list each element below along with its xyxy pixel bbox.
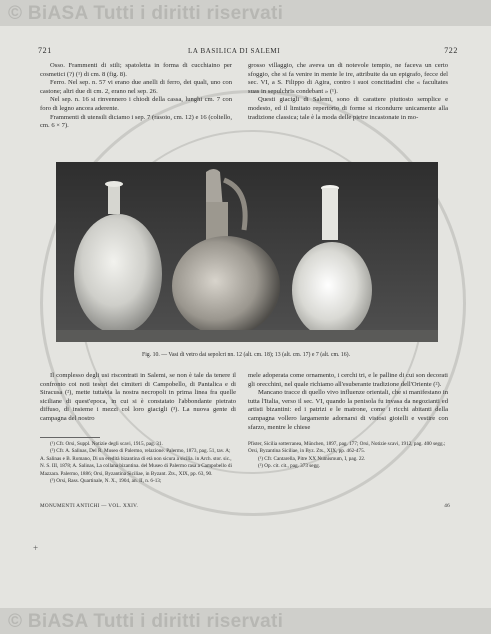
paragraph: Osso. Frammenti di stili; spatoletta in forma di cucchiaino per cosmetici (?) (¹) di cm. 8 (fig. 8).	[40, 62, 232, 78]
footnote: (¹) Cfr. Cantarella, Pitre XX Numismum, I, pag. 22.	[258, 455, 366, 462]
figure-caption: Fig. 10. — Vasi di vetro dai sepolcri nn. 12 (alt. cm. 18); 13 (alt. cm. 17) e 7 (alt. cm. 16).	[141, 352, 351, 358]
footnote: (²) Op. cit. cit., pag. 373 segg.	[258, 463, 321, 470]
paragraph: Questi giacigli di Salemi, sono di carattere piuttosto semplice e modesto, ed il limitato repertorio di forme si ricondurre unicamente alla tradizione classica; tale è la moda delle pietre incastonate in mo-	[248, 96, 448, 121]
watermark-top: © BiASA Tutti i diritti riservati	[8, 3, 284, 24]
signature-number: 46	[444, 503, 450, 509]
glass-vessels-photo	[56, 162, 438, 342]
paragraph: Frammenti di utensili diciamo i sep. 7 (rasoio, cm. 12) e 16 (coltello, cm. 6 × 7).	[40, 113, 232, 130]
left-column-top	[40, 62, 232, 131]
page-footer	[40, 503, 450, 513]
footnote-rule	[40, 437, 100, 438]
paragraph: mele adoperata come ornamento, i cerchi tri, e le palline di cui son decorati gli orecchini, nel quale richiamo all'esuberante tradizione dell'Oriente (²).	[248, 372, 448, 388]
footnote: (¹) Cfr. Orsi, Suppl. Notizie degli scavi, 1915, pag. 31.	[50, 441, 163, 447]
margin-mark: +	[33, 543, 39, 553]
right-column-middle	[248, 372, 448, 432]
paragraph: Il complesso degli usi riscontrati in Salemi, se non è tale da tenere il confronto coi noti tesori dei cimiteri di Campobello, di Pantalica e di Siracusa (²), mette tuttavia la nostra necropoli in prima linea fra quelle siciliane di quest'epoca, in cui si è constatato l'abbondante pietrato diffuso, di insieme i mezzi col loro giacigli (³). La nuova gente di campagna del nostro	[40, 372, 236, 422]
right-column-top	[248, 62, 448, 122]
journal-signature: MONUMENTI ANTICHI — VOL. XXIV.	[40, 503, 139, 509]
footnotes-right	[248, 441, 448, 471]
watermark-bottom: © BiASA Tutti i diritti riservati	[8, 611, 284, 632]
vessels-illustration	[56, 162, 438, 342]
page-number-left: 721	[38, 46, 52, 55]
left-column-middle	[40, 372, 236, 424]
footnotes-left	[40, 441, 236, 485]
paragraph: grosso villaggio, che aveva un di notevole tempio, ne faceva un certo sfoggio, che si fa venire in mente le ire, attribuite da un epigrafo, fecce del sec. VI, a S. Filippo di Agira, contro i suoi concittadini che « facultates suas in sepulchris condebant » (¹).	[248, 62, 448, 95]
paragraph: Mancano tracce di quello vivo influenze orientali, che si manifestano in tutta l'Italia, verso il sec. VI, quando la penisola fu invasa da negozianti ed artisti bizantini: ed i patrizi e le matrone, come i ricchi abitanti della campagna vollero largamente adornarsi di vistosi gioielli e vestire con sfarzo, mentre le chiese	[248, 389, 448, 431]
footnote: (³) Orsi, Rass. Quartinale, N. X., 1904, an. II, n. 6-13;	[50, 478, 162, 485]
footnote: (²) Cfr. A. Salinas, Del R. Museo di Palermo, relazione. Palermo, 1873, pag. 51, tav. A; A. Salinas e B. Romano, Di un eredità bizantina di età non sicura a sicilia. in Arch. stor. sic., N. S. III, 1878; A. Salinas, La collana bizantina. del Museo di Palermo rasa a Campobello di Mazzara. Palermo, 1886; Orsi, Byzantina Siciliae, in Byzant. Zts., XIX, pp. 63, 90.	[40, 448, 232, 477]
paragraph: Ferro. Nel sep. n. 57 vi erano due anelli di ferro, dei quali, uno con castone; altri due di cm. 2, erano nel sep. 26.	[40, 79, 232, 95]
footnote: Pfister, Sicilia sotterranea, München, 1897, pag. 177; Orsi, Notizie scavi, 1912, pag. 400 segg.; Orsi, Byzantina Siciliae, in Byz. Zts., XIX, pp. 462-475.	[248, 441, 446, 455]
page-number-right: 722	[444, 46, 458, 55]
running-title: LA BASILICA DI SALEMI	[188, 47, 281, 55]
paragraph: Nel sep. n. 16 si rinvennero i chiodi della cassa, lunghi cm. 7 con foro di legno ancora aderente.	[40, 96, 232, 112]
page-header	[38, 46, 458, 58]
